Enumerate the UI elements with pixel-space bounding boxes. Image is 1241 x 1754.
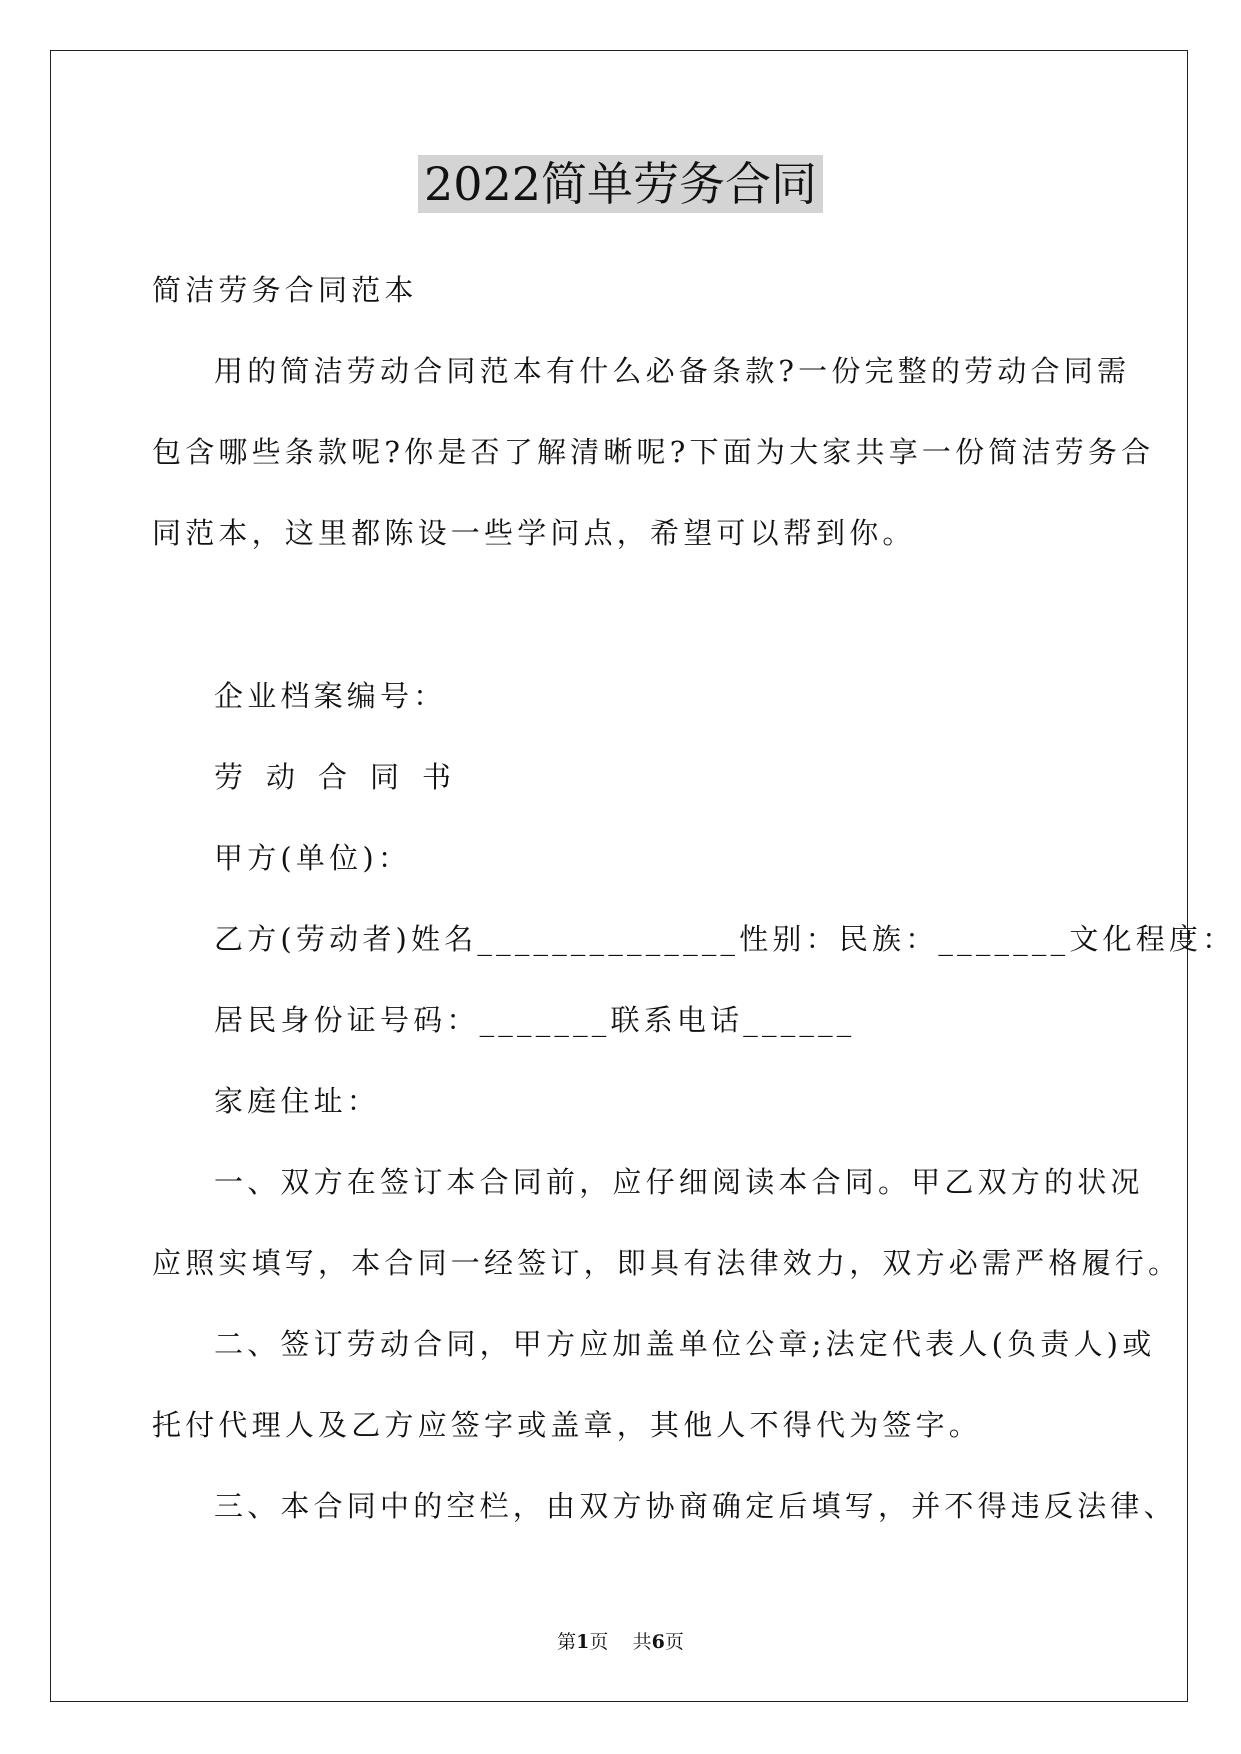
- total-suffix: 页: [664, 1631, 684, 1653]
- intro-line-2: 包含哪些条款呢?你是否了解清晰呢?下面为大家共享一份简洁劳务合: [152, 435, 1155, 469]
- page-prefix: 第: [557, 1631, 577, 1653]
- home-address-field: 家庭住址：: [214, 1084, 381, 1118]
- archive-number-label: 企业档案编号：: [214, 679, 447, 713]
- clause-2-line-2: 托付代理人及乙方应签字或盖章，其他人不得代为签字。: [152, 1408, 983, 1442]
- clause-1-line-1: 一、双方在签订本合同前，应仔细阅读本合同。甲乙双方的状况: [214, 1165, 1144, 1199]
- document-subtitle: 简洁劳务合同范本: [152, 273, 418, 307]
- party-a-field: 甲方(单位)：: [214, 841, 412, 875]
- clause-1-line-2: 应照实填写，本合同一经签订，即具有法律效力，双方必需严格履行。: [152, 1246, 1182, 1280]
- id-phone-fields: 居民身份证号码：_______联系电话______: [214, 1003, 856, 1037]
- page-suffix: 页: [589, 1631, 609, 1653]
- contract-heading: 劳动合同书: [214, 760, 475, 794]
- party-b-fields: 乙方(劳动者)姓名______________性别：民族：_______文化程度：: [214, 922, 1236, 956]
- intro-line-3: 同范本，这里都陈设一些学问点，希望可以帮到你。: [152, 516, 916, 550]
- page-number: 1: [576, 1631, 590, 1653]
- total-prefix: 共: [632, 1631, 652, 1653]
- clause-3-line-1: 三、本合同中的空栏，由双方协商确定后填写，并不得违反法律、: [214, 1489, 1177, 1523]
- page-footer: [0, 1630, 1241, 1654]
- intro-line-1: 用的简洁劳动合同范本有什么必备条款?一份完整的劳动合同需: [214, 354, 1131, 388]
- total-pages: 6: [651, 1631, 665, 1653]
- clause-2-line-1: 二、签订劳动合同，甲方应加盖单位公章;法定代表人(负责人)或: [214, 1327, 1156, 1361]
- document-title: 2022简单劳务合同: [418, 155, 823, 213]
